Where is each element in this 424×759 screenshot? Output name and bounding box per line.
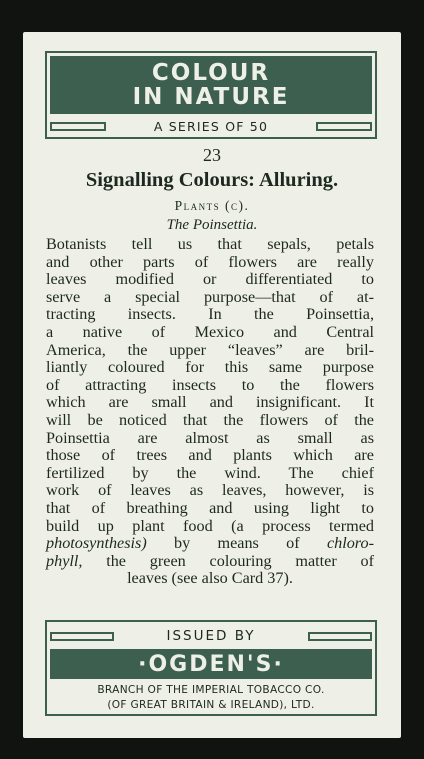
body-line: tracting insects. In the Poinsettia, xyxy=(46,305,374,324)
issued-by-label: ISSUED BY xyxy=(166,628,256,644)
body-fragment: by means of xyxy=(174,534,300,553)
body-line: fertilized by the wind. The chief xyxy=(46,463,374,482)
header-title-line1: COLOUR xyxy=(151,60,271,86)
body-line-mixed xyxy=(46,535,374,553)
italic-term-photosynthesis: photosynthesis) xyxy=(46,534,147,553)
header-title-line2: IN NATURE xyxy=(132,84,290,110)
body-line: a native of Mexico and Central xyxy=(46,322,374,341)
decorative-bar-right xyxy=(316,122,372,131)
body-line: will be noticed that the flowers of the xyxy=(46,410,374,429)
header-banner xyxy=(50,56,372,114)
body-line-mixed xyxy=(46,553,374,571)
issued-row xyxy=(50,627,372,645)
body-line: Botanists tell us that sepals, petals xyxy=(46,235,374,253)
brand-banner xyxy=(50,649,372,679)
body-line: build up plant food (a process termed xyxy=(46,516,374,535)
body-line: and other parts of flowers are really xyxy=(46,252,374,271)
card-title: Signalling Colours: Alluring. xyxy=(85,169,339,191)
card-number: 23 xyxy=(203,145,221,165)
body-line: America, the upper “leaves” are bril- xyxy=(46,340,374,359)
decorative-bar-left xyxy=(50,122,106,131)
italic-term-phyll: phyll, xyxy=(46,551,83,570)
header-panel xyxy=(45,51,377,139)
body-line: that of breathing and using light to xyxy=(46,498,374,517)
series-row xyxy=(50,118,372,135)
body-line: liantly coloured for this same purpose xyxy=(46,358,374,377)
body-line-last: leaves (see also Card 37). xyxy=(127,569,293,588)
body-text xyxy=(46,236,374,588)
body-line: which are small and insignificant. It xyxy=(46,393,374,412)
body-line: serve a special purpose—that of at- xyxy=(46,287,374,306)
decorative-bar-left xyxy=(50,632,114,641)
series-label: A SERIES OF 50 xyxy=(153,119,269,134)
body-line: Poinsettia are almost as small as xyxy=(46,428,374,447)
cigarette-card xyxy=(23,32,401,738)
card-subject: The Poinsettia. xyxy=(166,217,258,233)
brand-name: ·OGDEN'S· xyxy=(138,651,284,677)
branch-line-2: (OF GREAT BRITAIN & IRELAND), LTD. xyxy=(107,699,315,711)
body-line: work of leaves as leaves, however, is xyxy=(46,481,374,500)
body-line: leaves modified or differentiated to xyxy=(46,270,374,289)
body-fragment: the green colouring matter of xyxy=(106,551,374,570)
card-subhead: Plants (c). xyxy=(174,198,250,213)
body-line: of attracting insects to the flowers xyxy=(46,375,374,394)
footer-panel xyxy=(45,620,377,716)
branch-line-1: BRANCH OF THE IMPERIAL TOBACCO CO. xyxy=(97,684,325,696)
body-line: those of trees and plants which are xyxy=(46,446,374,465)
decorative-bar-right xyxy=(308,632,372,641)
italic-term-chloro: chloro- xyxy=(326,534,374,553)
